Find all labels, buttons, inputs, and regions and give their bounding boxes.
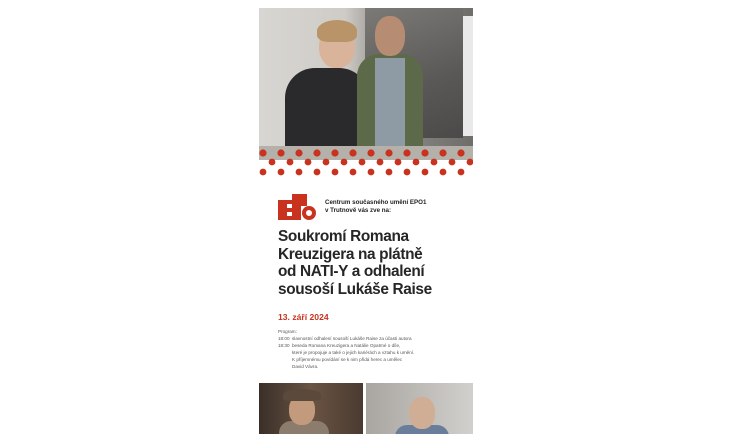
program-item (278, 342, 472, 370)
pattern-dot (431, 159, 438, 166)
pattern-dot (295, 149, 302, 156)
program-item-line: slavnostní odhalení sousoší Lukáše Raise za účasti autora (292, 336, 412, 341)
program-item-description (292, 335, 472, 342)
dot-pattern-divider (259, 148, 473, 180)
program-item-line: beseda Romana Kreuzigera a Natálie Opatrné o díle, (292, 343, 401, 348)
older-man-head (409, 397, 435, 429)
man-figure-shirt (375, 58, 405, 158)
title-line-2: Kreuzigera na plátně (278, 245, 423, 263)
program-heading: Program: (278, 329, 297, 334)
pattern-dot (323, 159, 330, 166)
man-figure-head (375, 16, 405, 56)
event-title (278, 228, 472, 298)
program-item-description (292, 342, 472, 370)
title-line-4: sousoší Lukáše Raise (278, 280, 432, 298)
program-item-time: 18:30 (278, 343, 290, 348)
pattern-dot (314, 169, 321, 176)
pattern-dot (277, 149, 284, 156)
pattern-dot (385, 149, 392, 156)
epo1-logo (278, 194, 316, 220)
pattern-dot (439, 149, 446, 156)
pattern-dot (332, 169, 339, 176)
pattern-dot (467, 159, 473, 166)
program-item-time: 18:00 (278, 336, 290, 341)
pattern-dot (313, 149, 320, 156)
pattern-dot (287, 159, 294, 166)
program-item-line: K příjemnému povídání se k nim přidá herec a umělec (292, 357, 403, 362)
invitation-poster (259, 8, 473, 434)
program-item-line: které je propojuje a také o jejich kariérách a vztahu k umění. (292, 350, 415, 355)
invitation-text (325, 199, 471, 215)
pattern-dot (403, 149, 410, 156)
pattern-dot (359, 159, 366, 166)
pattern-dot (260, 169, 267, 176)
pattern-dot (367, 149, 374, 156)
pattern-dot (413, 159, 420, 166)
program-section (278, 328, 472, 370)
pattern-dot (269, 159, 276, 166)
pattern-dot (386, 169, 393, 176)
program-item (278, 335, 472, 342)
pattern-dot (457, 149, 464, 156)
pattern-dot (422, 169, 429, 176)
pattern-dot (404, 169, 411, 176)
pattern-dot (458, 169, 465, 176)
pattern-dot (449, 159, 456, 166)
hat-man-hat (283, 389, 321, 401)
pattern-dot (395, 159, 402, 166)
pattern-dot (368, 169, 375, 176)
pattern-dot (341, 159, 348, 166)
photo-window (463, 16, 473, 136)
title-line-3: od NATI-Y a odhalení (278, 263, 425, 281)
invite-line-1: Centrum současného umění EPO1 (325, 199, 427, 206)
pattern-dot (421, 149, 428, 156)
pattern-dot (377, 159, 384, 166)
pattern-dot (305, 159, 312, 166)
invite-line-2: v Trutnově vás zve na: (325, 207, 392, 214)
woman-figure-hair (317, 20, 357, 42)
pattern-dot (278, 169, 285, 176)
event-date: 13. září 2024 (278, 312, 329, 322)
pattern-dot (350, 169, 357, 176)
pattern-dot (331, 149, 338, 156)
pattern-dot (259, 149, 266, 156)
program-item-line: David Vávra. (292, 364, 319, 369)
pattern-dot (440, 169, 447, 176)
top-photo (259, 8, 473, 160)
pattern-dot (296, 169, 303, 176)
pattern-dot (349, 149, 356, 156)
title-line-1: Soukromí Romana (278, 228, 409, 245)
bottom-photos (259, 383, 473, 434)
